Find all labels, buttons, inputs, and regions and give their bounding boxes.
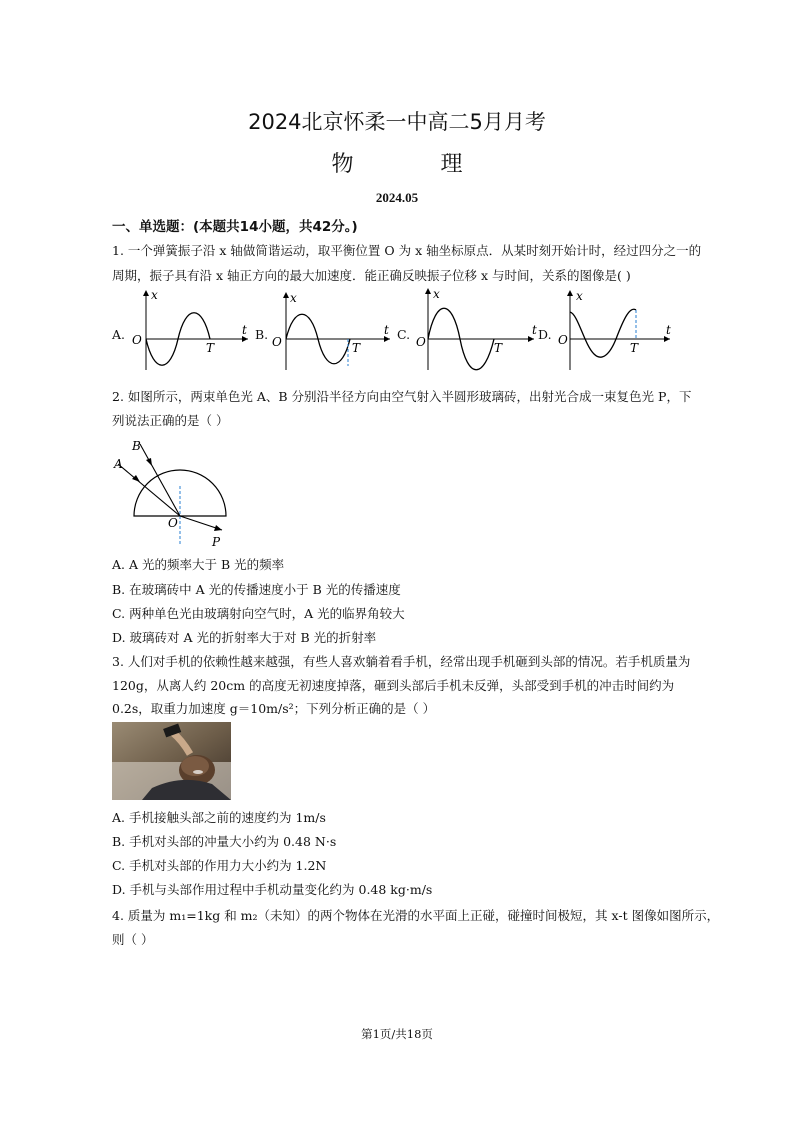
q1-a-origin: O (132, 333, 142, 347)
q1-graph-d (550, 284, 680, 374)
q3-line3: 0.2s，取重力加速度 g＝10m/s²；下列分析正确的是（ ） (112, 701, 436, 716)
q1-b-period: T (352, 341, 361, 355)
q2-center-label: O (168, 516, 178, 530)
q1-graph-d-label: D. (538, 327, 552, 342)
page-footer: 第1页/共18页 (361, 1027, 433, 1041)
q1-c-axis-x: x (433, 287, 440, 301)
q2-option-a: A. A 光的频率大于 B 光的频率 (112, 557, 285, 572)
q2-option-d: D. 玻璃砖对 A 光的折射率大于对 B 光的折射率 (112, 630, 377, 645)
q2-ray-a-label: A (114, 457, 123, 471)
q1-line1: 1. 一个弹簧振子沿 x 轴做简谐运动，取平衡位置 O 为 x 轴坐标原点．从某时刻开始计时，经过四分之一的 (112, 243, 702, 258)
q1-a-axis-t: t (242, 323, 247, 337)
q1-d-axis-t: t (666, 323, 671, 337)
q3-photo-person-lying-with-phone (112, 722, 231, 800)
q1-graph-c-label: C. (397, 327, 411, 342)
q2-option-c: C. 两种单色光由玻璃射向空气时，A 光的临界角较大 (112, 606, 405, 621)
q3-line1: 3. 人们对手机的依赖性越来越强，有些人喜欢躺着看手机，经常出现手机砸到头部的情况。若手机质量为 (112, 654, 691, 669)
q3-line2: 120g，从离人约 20cm 的高度无初速度掉落，砸到头部后手机未反弹，头部受到手机的冲击时间约为 (112, 678, 675, 693)
q1-d-axis-x: x (576, 289, 583, 303)
q2-ray-b-label: B (132, 439, 141, 453)
q1-line2: 周期，振子具有沿 x 轴正方向的最大加速度．能正确反映振子位移 x 与时间，关系的图像是( ) (112, 268, 631, 283)
q1-c-period: T (494, 341, 503, 355)
q3-option-a: A. 手机接触头部之前的速度约为 1m/s (112, 810, 326, 825)
q1-c-origin: O (416, 335, 426, 349)
q2-exit-label: P (212, 535, 221, 548)
q1-d-period: T (630, 341, 639, 355)
q3-option-d: D. 手机与头部作用过程中手机动量变化约为 0.48 kg·m/s (112, 882, 433, 897)
q2-line2: 列说法正确的是（ ） (112, 413, 229, 428)
q1-a-axis-x: x (151, 288, 158, 302)
section-heading: 一、单选题：(本题共14小题，共42分。) (112, 219, 358, 235)
q1-graph-c (410, 284, 550, 374)
q2-figure-semicircle (110, 434, 240, 548)
q1-graph-b (268, 284, 398, 374)
q1-graph-a (124, 284, 264, 374)
q1-b-axis-t: t (384, 323, 389, 337)
q1-d-origin: O (558, 333, 568, 347)
q3-option-b: B. 手机对头部的冲量大小约为 0.48 N·s (112, 834, 337, 849)
exam-subject: 物 理 (331, 152, 503, 177)
q1-graph-b-label: B. (255, 327, 269, 342)
q1-graph-a-label: A. (112, 327, 126, 342)
q2-option-b: B. 在玻璃砖中 A 光的传播速度小于 B 光的传播速度 (112, 582, 401, 597)
q2-line1: 2. 如图所示，两束单色光 A、B 分别沿半径方向由空气射入半圆形玻璃砖，出射光合成一束复色光 P，下 (112, 389, 692, 404)
q1-a-period: T (206, 341, 215, 355)
q4-line2: 则（ ） (112, 932, 154, 947)
q1-c-axis-t: t (532, 323, 537, 337)
exam-date: 2024.05 (375, 190, 419, 205)
q3-option-c: C. 手机对头部的作用力大小约为 1.2N (112, 858, 327, 873)
q1-b-origin: O (272, 335, 282, 349)
exam-title: 2024北京怀柔一中高二5月月考 (248, 110, 546, 134)
q4-line1: 4. 质量为 m₁=1kg 和 m₂（未知）的两个物体在光滑的水平面上正碰，碰撞时间极短，其 x-t 图像如图所示， (112, 908, 720, 923)
q1-b-axis-x: x (290, 291, 297, 305)
